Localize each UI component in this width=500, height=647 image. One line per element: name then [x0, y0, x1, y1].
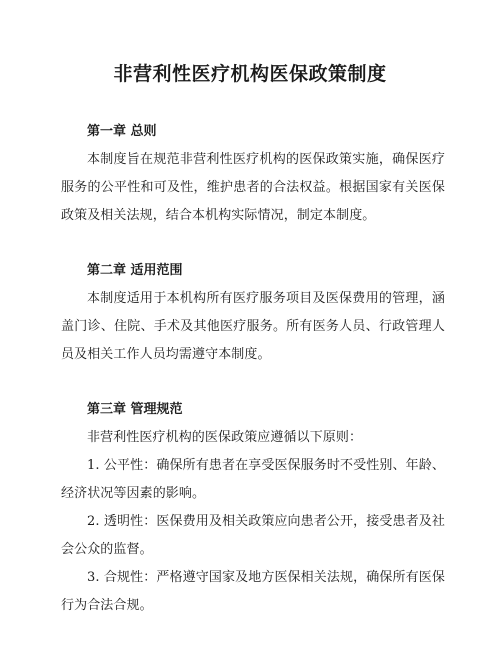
document-body: [61, 117, 445, 646]
chapter-heading: 第三章 管理规范: [87, 402, 183, 417]
paragraph: 本制度旨在规范非营利性医疗机构的医保政策实施，确保医疗服务的公平性和可及性，维护患者的合法权益。根据国家有关医保政策及相关法规，结合本机构实际情况，制定本制度。: [61, 152, 445, 223]
chapter-3: [61, 395, 445, 620]
chapter-1: [61, 117, 445, 230]
chapter-2: [61, 256, 445, 369]
chapter-heading: 第一章 总则: [87, 124, 157, 139]
list-item-fairness: 1. 公平性：确保所有患者在享受医保服务时不受性别、年龄、经济状况等因素的影响。: [61, 458, 445, 501]
list-item-transparency: 2. 透明性：医保费用及相关政策应向患者公开，接受患者及社会公众的监督。: [61, 514, 445, 557]
paragraph: 非营利性医疗机构的医保政策应遵循以下原则：: [87, 430, 363, 445]
paragraph: 本制度适用于本机构所有医疗服务项目及医保费用的管理，涵盖门诊、住院、手术及其他医疗服务。所有医务人员、行政管理人员及相关工作人员均需遵守本制度。: [61, 291, 445, 362]
list-item-compliance: 3. 合规性：严格遵守国家及地方医保相关法规，确保所有医保行为合法合规。: [61, 570, 445, 613]
document-title: 非营利性医疗机构医保政策制度: [113, 63, 387, 85]
chapter-heading: 第二章 适用范围: [87, 263, 183, 278]
